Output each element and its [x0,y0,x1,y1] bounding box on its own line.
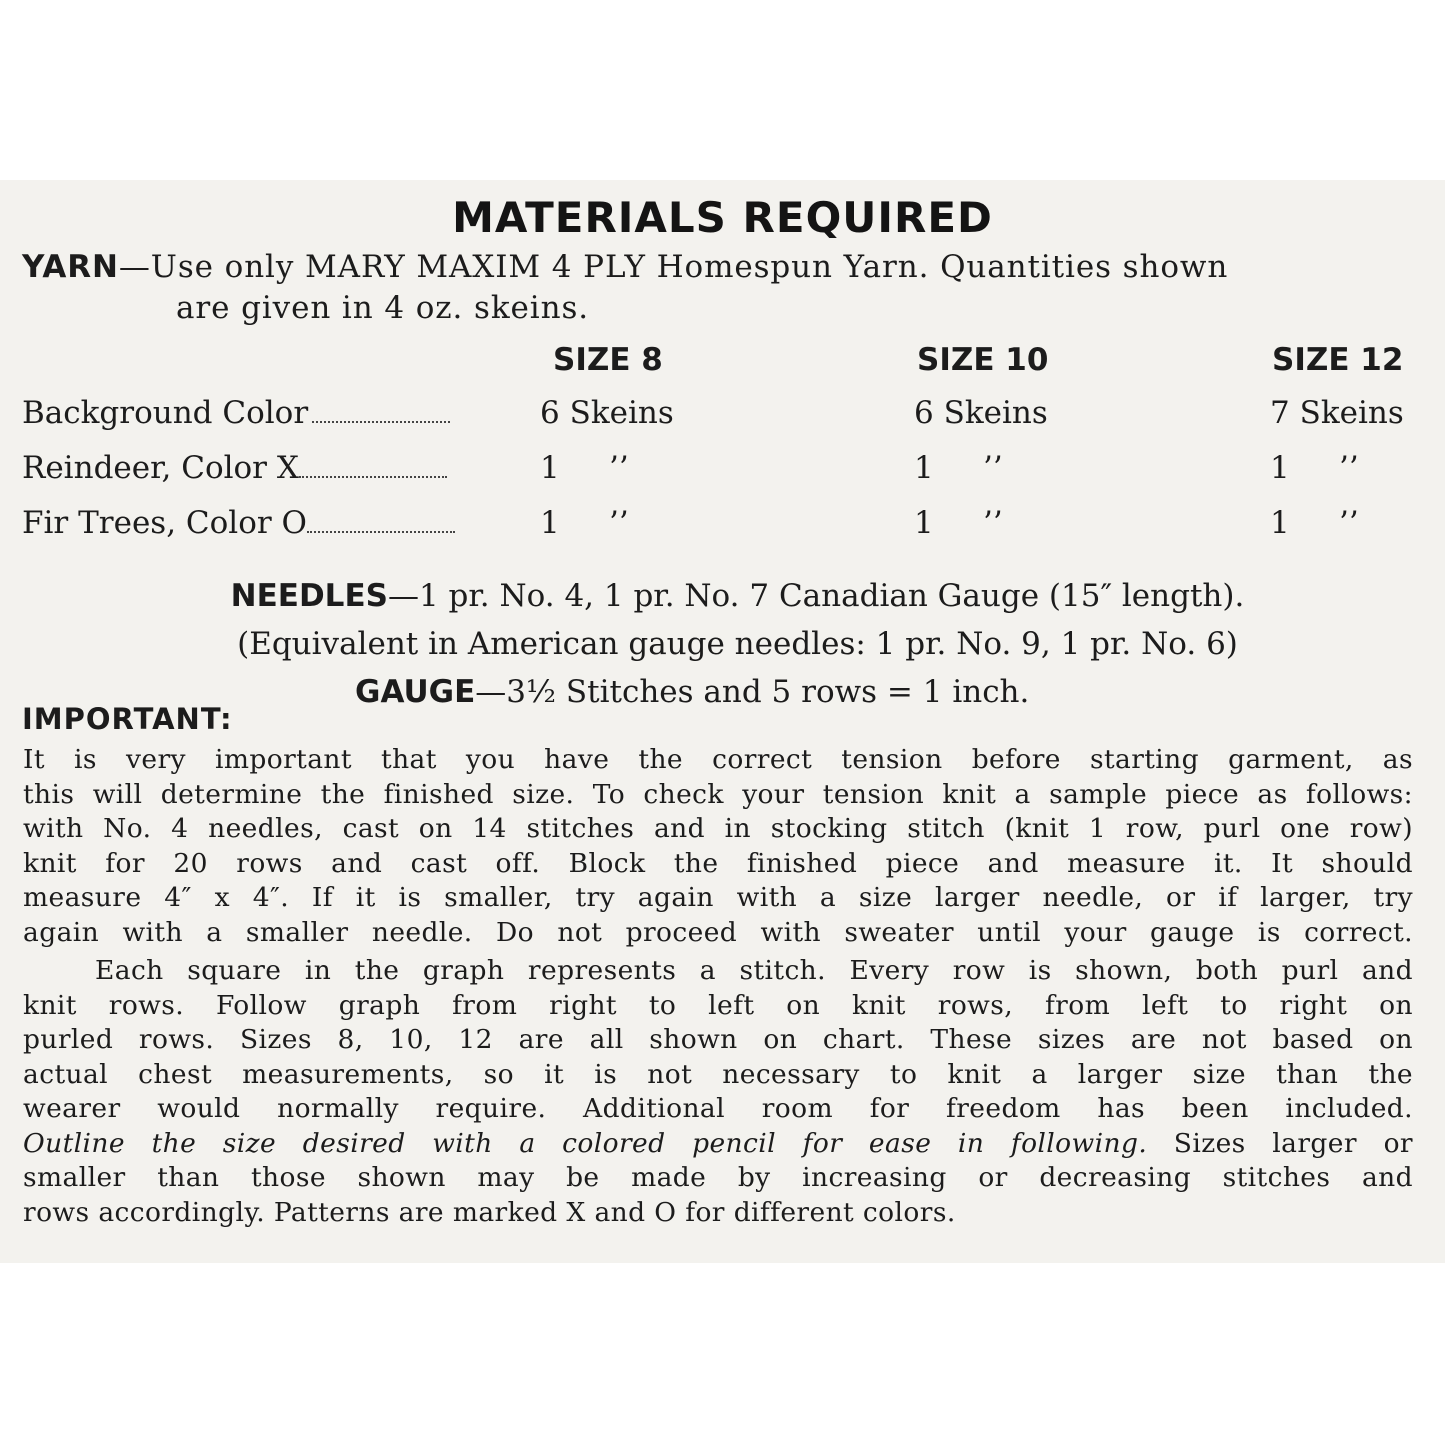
needles-line [0,578,1445,614]
needles-equivalent: (Equivalent in American gauge needles: 1 pr. No. 9, 1 pr. No. 6) [237,626,1238,662]
cell-background-size12: 7 Skeins [1270,395,1404,431]
cell-fir-trees-size10: 1 ’’ [914,505,1003,541]
text-line: smaller than those shown may be made by increasing or decreasing stitches and [23,1162,1413,1193]
gauge-text: —3½ Stitches and 5 rows = 1 inch. [475,674,1030,710]
text-line: knit for 20 rows and cast off. Block the finished piece and measure it. It should [23,847,1413,879]
yarn-text: —Use only MARY MAXIM 4 PLY Homespun Yarn. Quantities shown [118,249,1229,285]
size-header-10: SIZE 10 [917,342,1049,378]
row-label-text: Fir Trees, Color O [22,505,307,541]
text-line-mixed [23,1127,1413,1162]
leader-dots [307,531,455,533]
cell-reindeer-size8: 1 ’’ [540,450,629,486]
cell-background-size10: 6 Skeins [914,395,1048,431]
gauge-line [355,674,1029,710]
needles-label: NEEDLES [230,578,388,614]
leader-dots [312,421,450,423]
row-label-text: Background Color [22,395,309,431]
important-paragraph-1 [23,743,1413,950]
text-line: knit rows. Follow graph from right to left on knit rows, from left to right on [23,989,1413,1021]
text-line: again with a smaller needle. Do not proceed with sweater until your gauge is correct. [23,916,1413,948]
text-line: this will determine the finished size. To check your tension knit a sample piece as follows: [23,778,1413,810]
cell-reindeer-size12: 1 ’’ [1270,450,1359,486]
row-label-reindeer [22,450,447,486]
yarn-label: YARN [22,249,119,285]
row-label-fir-trees [22,505,455,541]
text-line: actual chest measurements, so it is not necessary to knit a larger size than the [23,1058,1413,1090]
text-line: wearer would normally require. Additional room for freedom has been included. [23,1093,1413,1124]
text-line: It is very important that you have the correct tension before starting garment, as [23,744,1413,775]
leader-dots [299,476,447,478]
cell-fir-trees-size8: 1 ’’ [540,505,629,541]
text-line: Each square in the graph represents a stitch. Every row is shown, both purl and [95,955,1413,986]
text-line: purled rows. Sizes 8, 10, 12 are all shown on chart. These sizes are not based on [23,1024,1413,1055]
size-header-12: SIZE 12 [1272,342,1404,378]
cell-reindeer-size10: 1 ’’ [914,450,1003,486]
text-line: measure 4″ x 4″. If it is smaller, try again with a size larger needle, or if larger, try [23,882,1413,913]
text-line: rows accordingly. Patterns are marked X and O for different colors. [23,1196,956,1228]
text-line: with No. 4 needles, cast on 14 stitches and in stocking stitch (knit 1 row, purl one row) [23,813,1413,844]
yarn-text-continued: are given in 4 oz. skeins. [176,290,590,326]
size-header-8: SIZE 8 [553,342,663,378]
page-title: MATERIALS REQUIRED [452,193,993,242]
cell-fir-trees-size12: 1 ’’ [1270,505,1359,541]
needles-text: —1 pr. No. 4, 1 pr. No. 7 Canadian Gauge (15″ length). [387,578,1245,614]
yarn-line [22,249,1228,285]
italic-instruction: Outline the size desired with a colored pencil for ease in following. [23,1127,1148,1159]
gauge-label: GAUGE [355,674,476,710]
row-label-text: Reindeer, Color X [22,450,299,486]
text-fragment: Sizes larger or [1147,1127,1413,1159]
important-heading: IMPORTANT: [22,702,233,736]
cell-background-size8: 6 Skeins [540,395,674,431]
important-paragraph-2 [23,954,1413,1230]
row-label-background [22,395,450,431]
